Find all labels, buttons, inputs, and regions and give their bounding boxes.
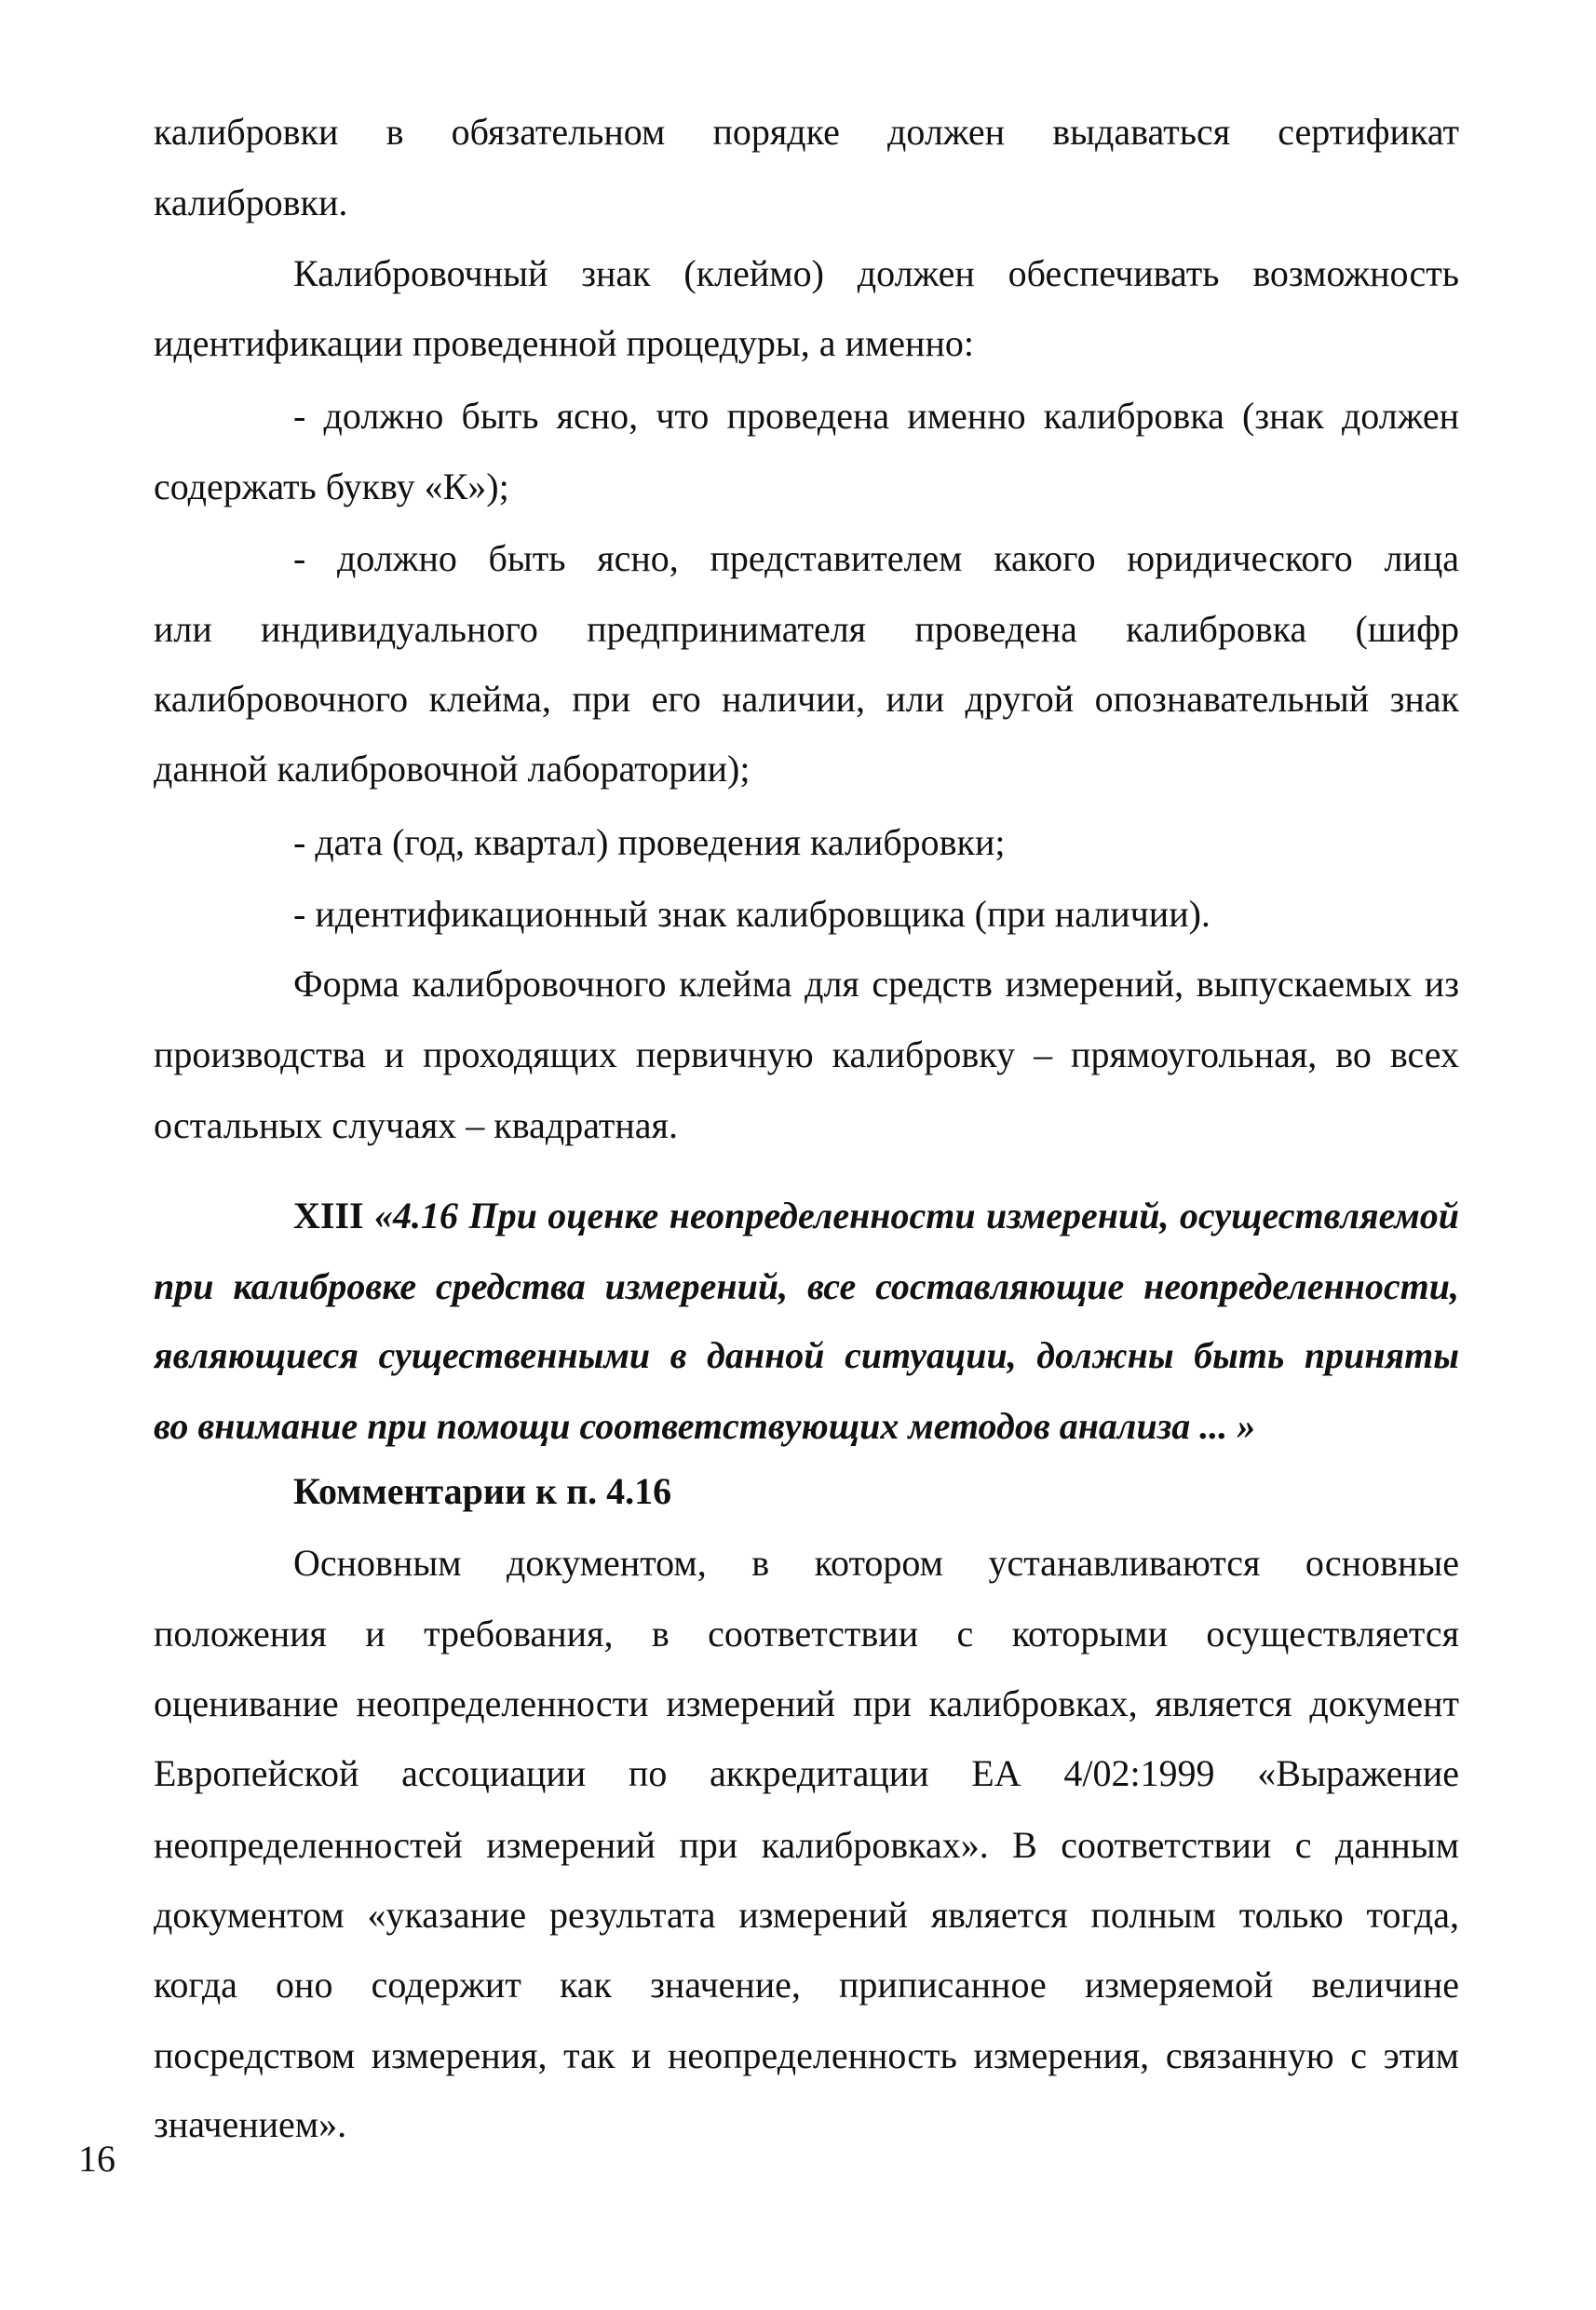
comment-text-line: посредством измерения, так и неопределенность измерения, связанную с этим [154, 2034, 1459, 2076]
body-text-line: Калибровочный знак (клеймо) должен обеспечивать возможность [293, 252, 1459, 294]
body-text-line: калибровки. [154, 182, 348, 223]
comment-text-line: положения и требования, в соответствии с которыми осуществляется [154, 1613, 1459, 1655]
quote-line: являющиеся существенными в данной ситуации, должны быть приняты [154, 1334, 1459, 1376]
body-text-line: идентификации проведенной процедуры, а именно: [154, 322, 974, 364]
section-heading: Комментарии к п. 4.16 [293, 1470, 672, 1512]
comment-text-line: Европейской ассоциации по аккредитации ЕА 4/02:1999 «Выражение [154, 1752, 1459, 1794]
page-number: 16 [78, 2138, 115, 2180]
list-item-line: - должно быть ясно, представителем какого юридического лица [293, 537, 1459, 579]
list-item-line: - должно быть ясно, что проведена именно калибровка (знак должен [293, 395, 1459, 437]
comment-text-line: значением». [154, 2103, 347, 2145]
comment-text-line: оценивание неопределенности измерений при калибровках, является документ [154, 1682, 1459, 1724]
quote-text: «4.16 При оценке неопределенности измерений, осуществляемой [374, 1195, 1459, 1236]
comment-text-line: документом «указание результата измерений является полным только тогда, [154, 1894, 1459, 1936]
list-item-line: калибровочного клейма, при его наличии, или другой опознавательный знак [154, 678, 1459, 720]
comment-text-line: неопределенностей измерений при калибровках». В соответствии с данным [154, 1824, 1459, 1866]
quote-line: во внимание при помощи соответствующих методов анализа ... » [154, 1405, 1256, 1447]
quote-number: XIII [293, 1195, 364, 1236]
list-item-line: - идентификационный знак калибровщика (при наличии). [293, 893, 1211, 935]
quote-line [293, 1194, 1459, 1238]
comment-text-line: Основным документом, в котором устанавливаются основные [293, 1542, 1459, 1584]
body-text-line: калибровки в обязательном порядке должен выдаваться сертификат [154, 111, 1459, 153]
comment-text-line: когда оно содержит как значение, приписанное измеряемой величине [154, 1964, 1459, 2006]
list-item-line: или индивидуального предпринимателя проведена калибровка (шифр [154, 608, 1459, 650]
list-item-line: содержать букву «К»); [154, 466, 509, 507]
list-item-line: данной калибровочной лаборатории); [154, 748, 751, 790]
body-text-line: производства и проходящих первичную калибровку – прямоугольная, во всех [154, 1033, 1459, 1075]
body-text-line: Форма калибровочного клейма для средств измерений, выпускаемых из [293, 963, 1459, 1005]
list-item-line: - дата (год, квартал) проведения калибровки; [293, 821, 1006, 863]
body-text-line: остальных случаях – квадратная. [154, 1104, 678, 1146]
quote-line: при калибровке средства измерений, все составляющие неопределенности, [154, 1265, 1459, 1307]
